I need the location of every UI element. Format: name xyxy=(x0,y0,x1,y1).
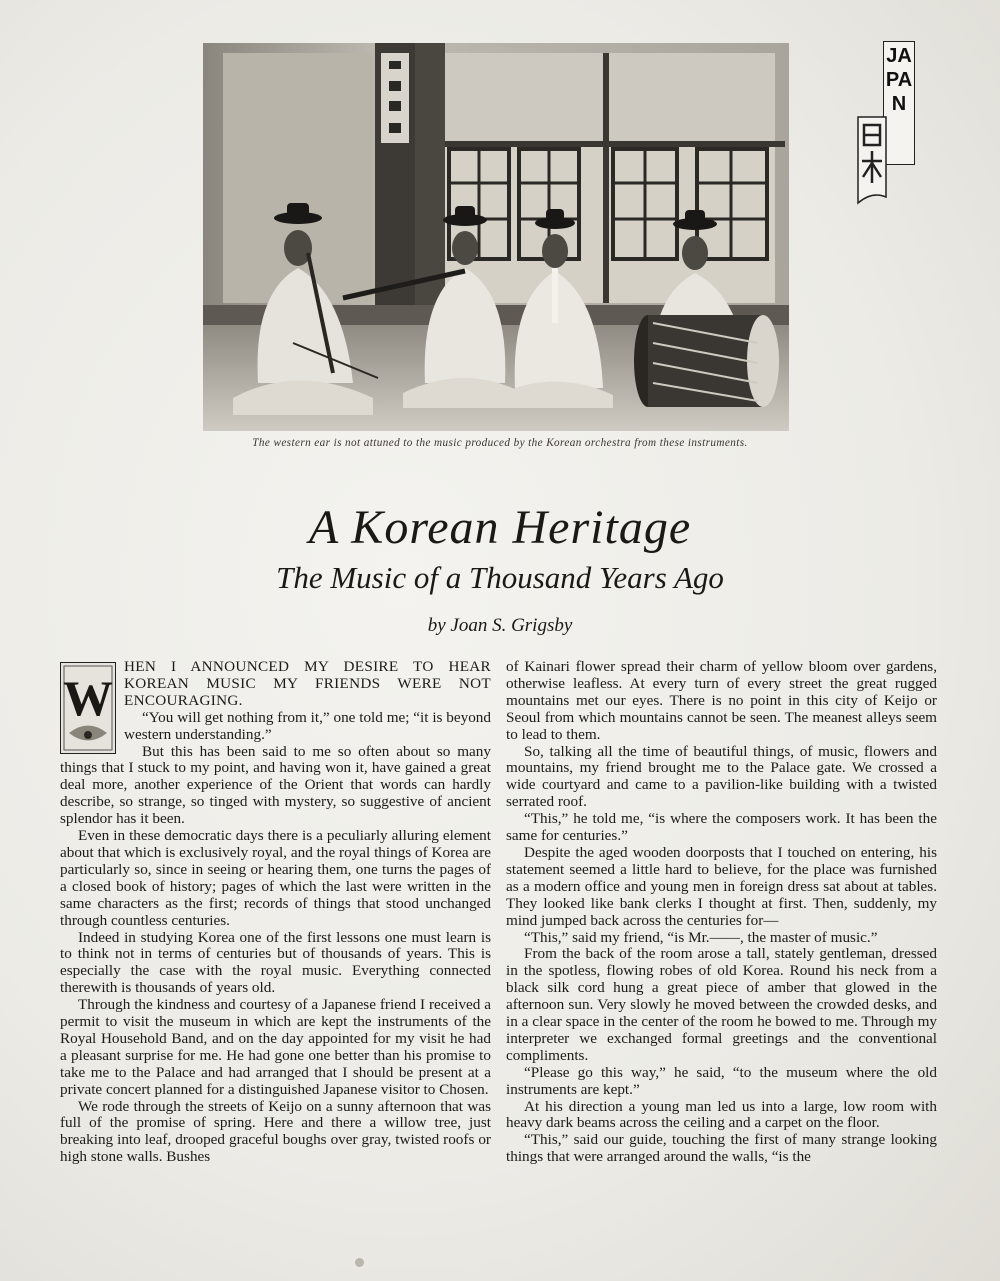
article-title: A Korean Heritage xyxy=(308,501,692,554)
article-column-right xyxy=(506,659,937,1229)
paragraph: Indeed in studying Korea one of the first lessons one must learn is to think not in terms of centuries but of thousands of years. This is especially the case with the royal music. Everything connected therewith is thousands of years old. xyxy=(60,928,491,997)
paragraph: “This,” said our guide, touching the first of many strange looking things that were arranged around the walls, “is the xyxy=(506,1131,937,1166)
article-byline: by Joan S. Grigsby xyxy=(427,615,573,636)
dropcap-letter: W xyxy=(63,670,113,726)
paragraph: But this has been said to me so often about so many things that I stuck to my point, and having won it, have gained a great deal more, another experience of the Orient that words can hardly describe, so strange, so tinged with mystery, so suggestive of ancient splendor has it been. xyxy=(60,742,491,828)
paper-blemish xyxy=(355,1258,364,1267)
paragraph: Through the kindness and courtesy of a Japanese friend I received a permit to visit the museum in which are kept the instruments of the Royal Household Band, and on the day appointed for my visit he had a pleasant surprise for me. He had gone one better than his promise to take me to the Palace and had arranged that I should be present at a private concert planned for a distinguished Japanese visitor to Chosen. xyxy=(60,996,491,1098)
article-column-left xyxy=(60,659,491,1229)
photo-caption: The western ear is not attuned to the music produced by the Korean orchestra from these instruments. xyxy=(252,437,748,449)
section-tag-label: JAPAN xyxy=(883,41,915,165)
paragraph: We rode through the streets of Keijo on a sunny afternoon that was full of the promise of spring. Here and there a willow tree, just breaking into leaf, drooped graceful boughs over gray, twisted roofs or high stone walls. Bushes xyxy=(60,1097,491,1166)
paragraph: “This,” said my friend, “is Mr.——, the master of music.” xyxy=(524,928,878,946)
article-subtitle: The Music of a Thousand Years Ago xyxy=(276,560,724,595)
paragraph: Even in these democratic days there is a peculiarly alluring element about that which is exclusively royal, and the royal things of Korea are particularly so, since in seeing or hearing them, one turns the pages of a closed book of history; pages of which the last were written in the same characters as the first; records of things that stood unchanged through countless centuries. xyxy=(60,827,491,929)
section-tag xyxy=(856,41,916,207)
paragraph: Despite the aged wooden doorposts that I touched on entering, his statement seemed a little hard to believe, for the place was furnished as a modern office and young men in foreign dress sat about at tables. They looked like bank clerks I thought at first. Then, suddenly, my mind jumped back across the centuries for— xyxy=(506,843,937,929)
paragraph: From the back of the room arose a tall, stately gentleman, dressed in the spotless, flowing robes of old Korea. Round his neck from a black silk cord hung a great piece of amber that glowed in the afternoon sun. Very slowly he moved between the crowded desks, and in a clear space in the center of the room he bowed to me. Through my interpreter we exchanged formal greetings and the conventional compliments. xyxy=(506,945,937,1064)
paragraph: “This,” he told me, “is where the composers work. It has been the same for centuries.” xyxy=(506,810,937,845)
paragraph: At his direction a young man led us into a large, low room with heavy dark beams across the ceiling and a carpet on the floor. xyxy=(506,1097,937,1132)
paragraph: So, talking all the time of beautiful things, of music, flowers and mountains, my friend brought me to the Palace gate. We crossed a wide courtyard and came to a pavilion-like building with a twisted serrated roof. xyxy=(506,742,937,811)
paragraph: HEN I ANNOUNCED MY DESIRE TO HEAR KOREAN MUSIC MY FRIENDS WERE NOT ENCOURAGING. xyxy=(124,659,491,709)
japanese-seal-icon xyxy=(856,113,888,205)
paragraph: “You will get nothing from it,” one told me; “it is beyond western understanding.” xyxy=(124,708,491,743)
korean-orchestra-photo-icon xyxy=(203,43,789,431)
paragraph: “Please go this way,” he said, “to the museum where the old instruments are kept.” xyxy=(506,1063,937,1098)
paragraph: of Kainari flower spread their charm of yellow bloom over gardens, otherwise leafless. At every turn of every street the great rugged mountains met our eyes. There is no point in this city of Keijo or Seoul from which mountains cannot be seen. The meanest alleys seem to lead to them. xyxy=(506,659,937,743)
orchestra-photo xyxy=(203,43,789,431)
ornamental-dropcap xyxy=(60,662,116,754)
